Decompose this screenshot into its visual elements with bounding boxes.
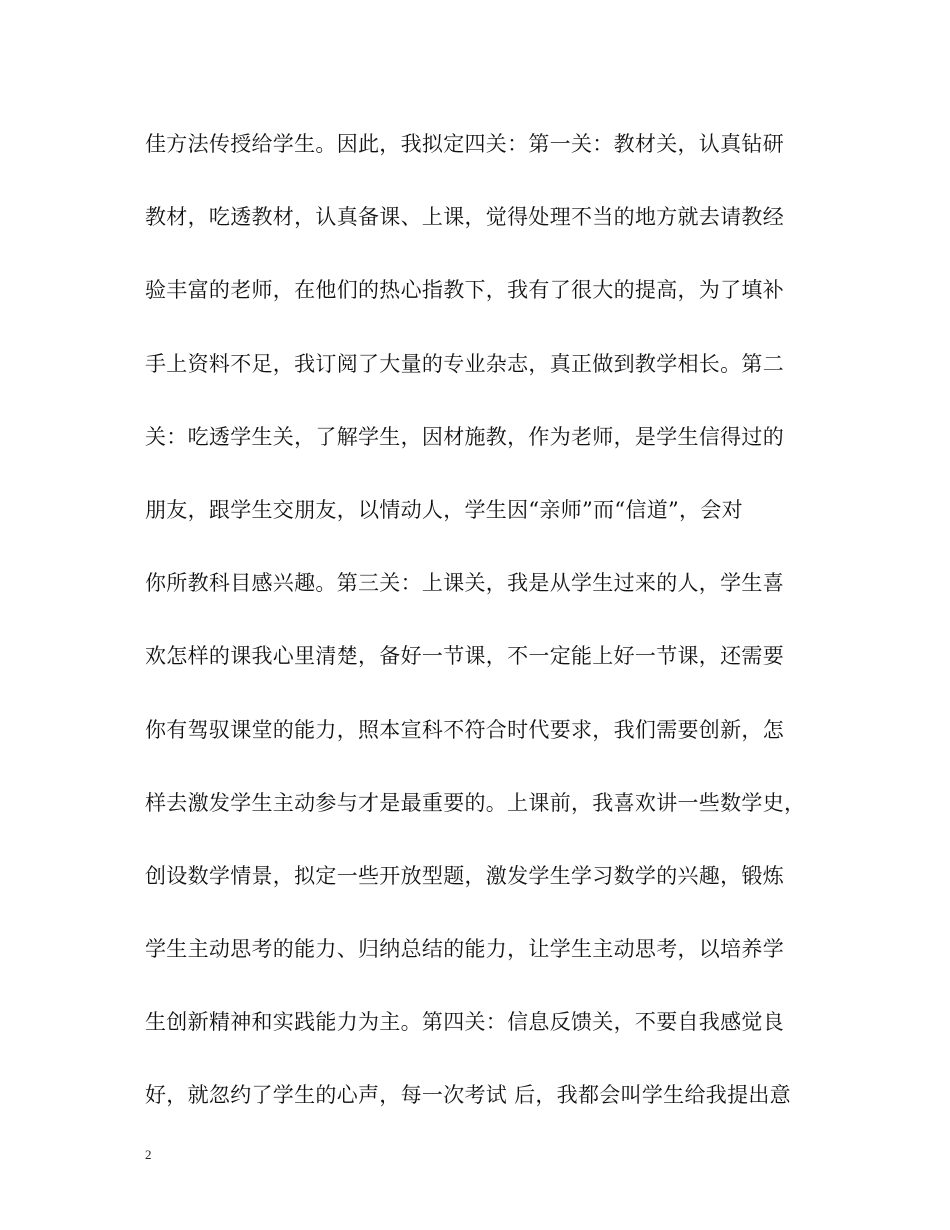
body-paragraph [145,126,810,1151]
page-number: 2 [145,1147,152,1162]
text-line: 教材，吃透教材，认真备课、上课，觉得处理不当的地方就去请教经 [145,205,784,230]
text-line: 佳方法传授给学生。因此，我拟定四关：第一关：教材关，认真钻研 [145,132,784,156]
text-line: 手上资料不足，我订阅了大量的专业杂志，真正做到教学相长。第二 [145,351,784,376]
text-line: 朋友，跟学生交朋友，以情动人，学生因“亲师”而“信道”，会对 [145,497,743,522]
text-line: 生创新精神和实践能力为主。第四关：信息反馈关，不要自我感觉良 [145,1010,784,1035]
text-line: 学生主动思考的能力、归纳总结的能力，让学生主动思考，以培养学 [145,937,784,962]
text-line: 你有驾驭课堂的能力，照本宣科不符合时代要求，我们需要创新，怎 [145,717,784,742]
text-line: 创设数学情景，拟定一些开放型题，激发学生学习数学的兴趣，锻炼 [145,863,784,888]
text-line: 验丰富的老师，在他们的热心指教下，我有了很大的提高，为了填补 [145,278,784,303]
text-line: 样去激发学生主动参与才是最重要的。上课前，我喜欢讲一些数学史， [145,790,806,815]
text-line: 欢怎样的课我心里清楚，备好一节课，不一定能上好一节课，还需要 [145,644,784,669]
text-line: 你所教科目感兴趣。第三关：上课关，我是从学生过来的人，学生喜 [145,571,784,596]
text-line: 关：吃透学生关，了解学生，因材施教，作为老师，是学生信得过的 [145,424,784,449]
text-line: 好，就忽约了学生的心声，每一次考试 后，我都会叫学生给我提出意 [145,1083,791,1108]
